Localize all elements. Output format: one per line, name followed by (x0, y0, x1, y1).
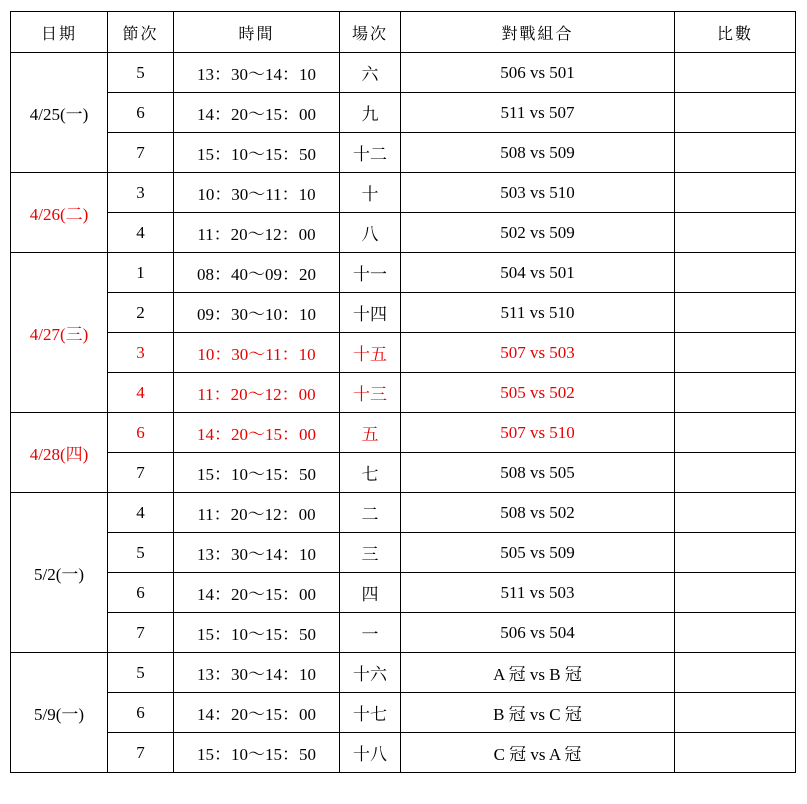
time-cell: 13：30～14：10 (174, 533, 340, 573)
period-cell: 4 (108, 493, 174, 533)
score-cell (675, 493, 796, 533)
time-cell: 10：30～11：10 (174, 333, 340, 373)
game-cell: 四 (340, 573, 401, 613)
period-cell: 3 (108, 173, 174, 213)
game-cell: 十一 (340, 253, 401, 293)
date-cell: 5/2(一) (11, 493, 108, 653)
table-row (11, 533, 796, 573)
period-cell: 6 (108, 93, 174, 133)
score-cell (675, 573, 796, 613)
header-row (11, 12, 796, 53)
schedule-body (11, 53, 796, 773)
game-cell: 六 (340, 53, 401, 93)
game-cell: 三 (340, 533, 401, 573)
time-cell: 11：20～12：00 (174, 373, 340, 413)
date-cell: 4/26(二) (11, 173, 108, 253)
matchup-cell: A 冠 vs B 冠 (401, 653, 675, 693)
header-date: 日期 (11, 12, 108, 53)
period-cell: 5 (108, 653, 174, 693)
score-cell (675, 653, 796, 693)
period-cell: 5 (108, 53, 174, 93)
game-cell: 十七 (340, 693, 401, 733)
table-row (11, 133, 796, 173)
table-row (11, 333, 796, 373)
game-cell: 九 (340, 93, 401, 133)
score-cell (675, 333, 796, 373)
matchup-cell: 504 vs 501 (401, 253, 675, 293)
matchup-cell: 511 vs 503 (401, 573, 675, 613)
matchup-cell: B 冠 vs C 冠 (401, 693, 675, 733)
time-cell: 14：20～15：00 (174, 693, 340, 733)
score-cell (675, 533, 796, 573)
score-cell (675, 733, 796, 773)
matchup-cell: 502 vs 509 (401, 213, 675, 253)
header-score: 比數 (675, 12, 796, 53)
game-cell: 十六 (340, 653, 401, 693)
score-cell (675, 293, 796, 333)
time-cell: 13：30～14：10 (174, 53, 340, 93)
table-row (11, 453, 796, 493)
score-cell (675, 133, 796, 173)
table-row (11, 253, 796, 293)
time-cell: 10：30～11：10 (174, 173, 340, 213)
game-cell: 七 (340, 453, 401, 493)
score-cell (675, 453, 796, 493)
table-row (11, 173, 796, 213)
score-cell (675, 53, 796, 93)
date-cell: 5/9(一) (11, 653, 108, 773)
time-cell: 13：30～14：10 (174, 653, 340, 693)
match-schedule-table (10, 11, 796, 773)
period-cell: 6 (108, 413, 174, 453)
score-cell (675, 93, 796, 133)
matchup-cell: C 冠 vs A 冠 (401, 733, 675, 773)
game-cell: 十二 (340, 133, 401, 173)
table-row (11, 93, 796, 133)
period-cell: 7 (108, 613, 174, 653)
table-row (11, 53, 796, 93)
score-cell (675, 613, 796, 653)
time-cell: 15：10～15：50 (174, 453, 340, 493)
score-cell (675, 213, 796, 253)
matchup-cell: 505 vs 502 (401, 373, 675, 413)
matchup-cell: 508 vs 509 (401, 133, 675, 173)
matchup-cell: 507 vs 510 (401, 413, 675, 453)
date-cell: 4/25(一) (11, 53, 108, 173)
header-time: 時間 (174, 12, 340, 53)
period-cell: 4 (108, 213, 174, 253)
game-cell: 十四 (340, 293, 401, 333)
period-cell: 7 (108, 453, 174, 493)
table-row (11, 613, 796, 653)
period-cell: 4 (108, 373, 174, 413)
table-row (11, 373, 796, 413)
matchup-cell: 503 vs 510 (401, 173, 675, 213)
matchup-cell: 506 vs 504 (401, 613, 675, 653)
time-cell: 11：20～12：00 (174, 213, 340, 253)
table-row (11, 493, 796, 533)
game-cell: 十八 (340, 733, 401, 773)
period-cell: 2 (108, 293, 174, 333)
table-row (11, 733, 796, 773)
table-row (11, 653, 796, 693)
table-row (11, 413, 796, 453)
date-cell: 4/28(四) (11, 413, 108, 493)
time-cell: 15：10～15：50 (174, 613, 340, 653)
matchup-cell: 511 vs 510 (401, 293, 675, 333)
game-cell: 十五 (340, 333, 401, 373)
time-cell: 14：20～15：00 (174, 413, 340, 453)
time-cell: 15：10～15：50 (174, 733, 340, 773)
game-cell: 五 (340, 413, 401, 453)
period-cell: 3 (108, 333, 174, 373)
score-cell (675, 253, 796, 293)
date-cell: 4/27(三) (11, 253, 108, 413)
period-cell: 1 (108, 253, 174, 293)
header-matchup: 對戰組合 (401, 12, 675, 53)
period-cell: 7 (108, 733, 174, 773)
table-row (11, 573, 796, 613)
score-cell (675, 693, 796, 733)
matchup-cell: 511 vs 507 (401, 93, 675, 133)
header-period: 節次 (108, 12, 174, 53)
game-cell: 一 (340, 613, 401, 653)
period-cell: 6 (108, 573, 174, 613)
matchup-cell: 507 vs 503 (401, 333, 675, 373)
header-game: 場次 (340, 12, 401, 53)
score-cell (675, 413, 796, 453)
time-cell: 08：40～09：20 (174, 253, 340, 293)
table-row (11, 693, 796, 733)
score-cell (675, 173, 796, 213)
matchup-cell: 508 vs 502 (401, 493, 675, 533)
game-cell: 十 (340, 173, 401, 213)
matchup-cell: 506 vs 501 (401, 53, 675, 93)
matchup-cell: 508 vs 505 (401, 453, 675, 493)
game-cell: 二 (340, 493, 401, 533)
game-cell: 八 (340, 213, 401, 253)
game-cell: 十三 (340, 373, 401, 413)
matchup-cell: 505 vs 509 (401, 533, 675, 573)
time-cell: 15：10～15：50 (174, 133, 340, 173)
table-row (11, 293, 796, 333)
period-cell: 6 (108, 693, 174, 733)
time-cell: 14：20～15：00 (174, 93, 340, 133)
time-cell: 11：20～12：00 (174, 493, 340, 533)
period-cell: 5 (108, 533, 174, 573)
period-cell: 7 (108, 133, 174, 173)
score-cell (675, 373, 796, 413)
time-cell: 09：30～10：10 (174, 293, 340, 333)
time-cell: 14：20～15：00 (174, 573, 340, 613)
table-row (11, 213, 796, 253)
